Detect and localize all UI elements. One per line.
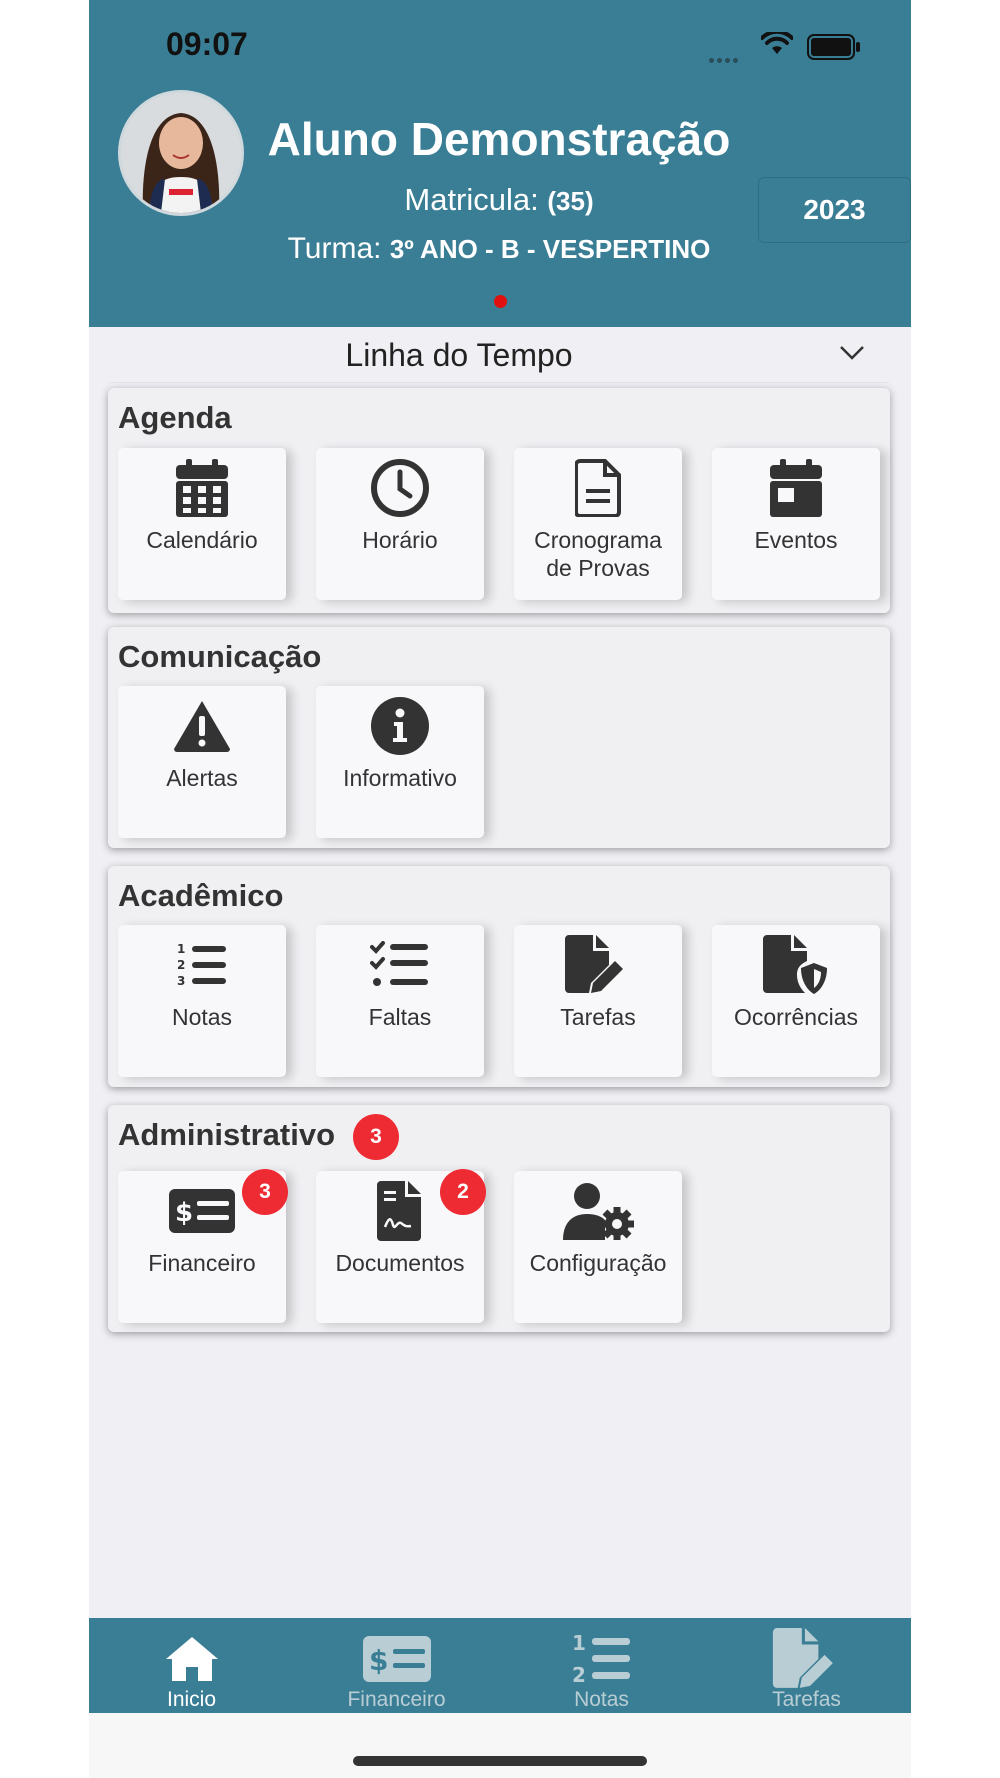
numbered-list-icon: [572, 1632, 632, 1686]
tab-label: Financeiro: [347, 1688, 446, 1711]
section-title: Acadêmico: [118, 878, 284, 913]
wifi-icon: [761, 32, 793, 56]
tile-documentos[interactable]: [316, 1171, 484, 1323]
tile-ocorrencias[interactable]: [712, 925, 880, 1077]
profile-header: [89, 0, 911, 327]
user-gear-icon: [561, 1182, 635, 1240]
money-bill-icon: [169, 1189, 235, 1233]
tile-label: Documentos: [335, 1250, 465, 1276]
section-academico: [108, 866, 890, 1087]
tile-informativo[interactable]: [316, 686, 484, 838]
tile-label-line2: de Provas: [546, 555, 650, 581]
tile-cronograma-de-provas[interactable]: [514, 448, 682, 600]
section-administrativo: [108, 1105, 890, 1332]
year-selector[interactable]: 2023: [758, 177, 911, 243]
class-value: 3º ANO - B - VESPERTINO: [389, 234, 711, 264]
section-agenda: [108, 388, 890, 613]
tile-label: Tarefas: [560, 1004, 636, 1030]
info-icon: [370, 696, 430, 756]
warning-icon: [172, 699, 232, 753]
chevron-down-icon: [839, 345, 865, 361]
tile-tarefas[interactable]: [514, 925, 682, 1077]
tab-label: Tarefas: [772, 1688, 841, 1711]
status-time: 09:07: [166, 26, 248, 62]
svg-text:1: 1: [571, 1632, 586, 1655]
tile-label-line1: Cronograma: [534, 527, 662, 553]
numbered-list-icon: [176, 942, 228, 988]
tab-label: Inicio: [166, 1688, 217, 1711]
calendar-event-icon: [770, 459, 822, 517]
calendar-icon: [176, 459, 228, 517]
tile-configuracao[interactable]: [514, 1171, 682, 1323]
tab-label: Notas: [574, 1688, 629, 1711]
checklist-icon: [370, 941, 430, 989]
tile-eventos[interactable]: [712, 448, 880, 600]
section-title: Administrativo: [118, 1117, 336, 1152]
tile-label: Faltas: [368, 1004, 432, 1030]
tile-alertas[interactable]: [118, 686, 286, 838]
file-shield-icon: [763, 935, 829, 995]
document-icon: [575, 459, 621, 517]
home-indicator[interactable]: [353, 1756, 647, 1766]
svg-text:2: 2: [571, 1663, 586, 1686]
file-pen-icon: [772, 1628, 842, 1690]
student-class: [249, 232, 749, 266]
timeline-dropdown-label: Linha do Tempo: [345, 337, 573, 373]
student-name: Aluno Demonstração: [267, 113, 731, 165]
tile-label: Horário: [362, 527, 438, 553]
app-screen: [89, 0, 911, 1778]
class-label: Turma:: [287, 232, 382, 265]
tile-label: Notas: [171, 1004, 233, 1030]
section-badge: 3: [353, 1114, 399, 1160]
tile-label: Eventos: [754, 527, 838, 553]
tile-calendario[interactable]: [118, 448, 286, 600]
section-title: Agenda: [118, 400, 232, 435]
clock-icon: [370, 458, 430, 518]
tile-label: [514, 526, 682, 582]
svg-text:2: 2: [177, 958, 186, 972]
section-comunicacao: [108, 627, 890, 848]
battery-icon: [807, 34, 861, 60]
tile-label: Alertas: [166, 765, 238, 791]
svg-text:$: $: [175, 1198, 194, 1228]
signed-document-icon: [377, 1181, 423, 1241]
tab-notas[interactable]: [499, 1618, 704, 1713]
tile-faltas[interactable]: [316, 925, 484, 1077]
tab-inicio[interactable]: [89, 1618, 294, 1713]
tab-tarefas[interactable]: [704, 1618, 909, 1713]
svg-text:1: 1: [177, 942, 186, 956]
tile-label: Financeiro: [148, 1250, 256, 1276]
registration-value: (35): [547, 186, 594, 216]
student-avatar[interactable]: [118, 90, 244, 216]
tile-label: Informativo: [343, 765, 457, 791]
tile-financeiro[interactable]: [118, 1171, 286, 1323]
notification-badge: 3: [242, 1169, 288, 1215]
file-pen-icon: [565, 935, 631, 995]
tile-label: Calendário: [146, 527, 258, 553]
tab-financeiro[interactable]: [294, 1618, 499, 1713]
student-registration: [249, 182, 749, 218]
home-icon: [164, 1635, 220, 1683]
tile-label: Ocorrências: [734, 1004, 858, 1030]
page-indicator-dot: [494, 295, 507, 308]
svg-text:$: $: [368, 1644, 388, 1677]
tile-label: Configuração: [529, 1250, 667, 1276]
tile-notas[interactable]: [118, 925, 286, 1077]
cellular-signal-icon: [709, 50, 741, 68]
bottom-tab-bar: [89, 1618, 911, 1713]
money-bill-icon: [363, 1636, 431, 1682]
home-indicator-area: [89, 1713, 911, 1778]
tile-horario[interactable]: [316, 448, 484, 600]
section-title: Comunicação: [118, 639, 322, 674]
notification-badge: 2: [440, 1169, 486, 1215]
registration-label: Matricula:: [404, 182, 539, 217]
timeline-dropdown[interactable]: [109, 327, 889, 383]
svg-text:3: 3: [177, 974, 186, 988]
